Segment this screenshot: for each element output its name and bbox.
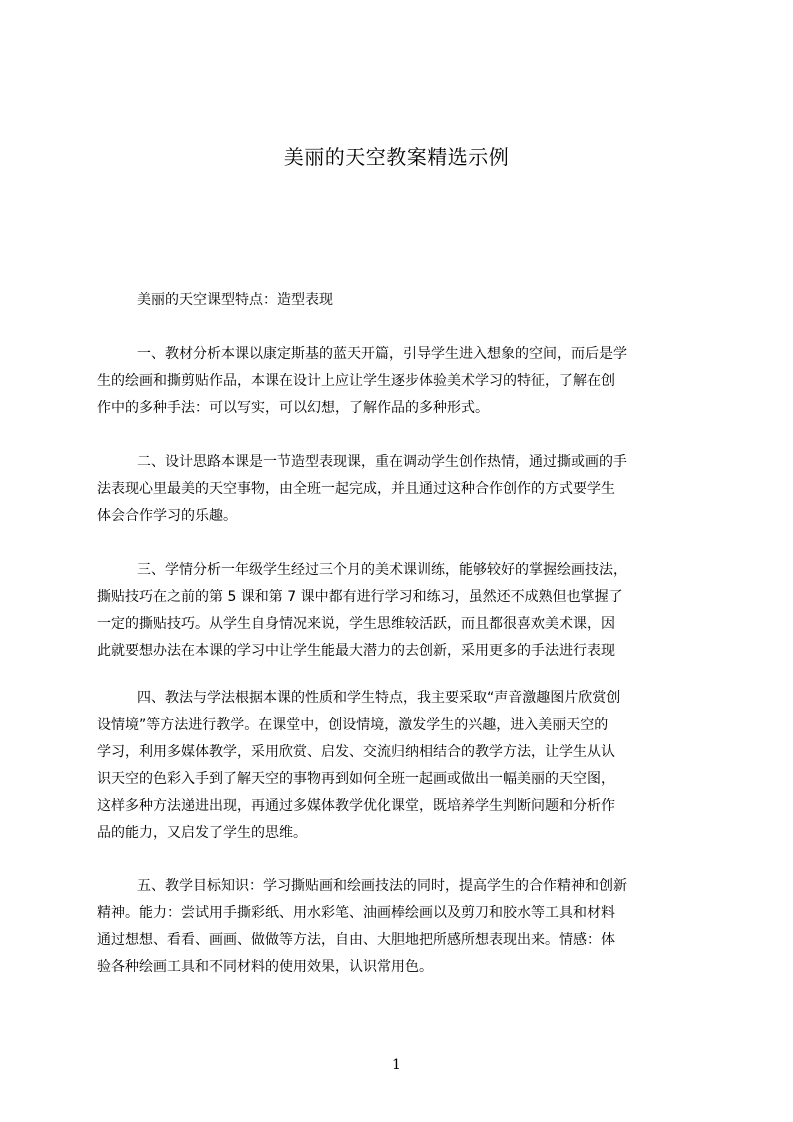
paragraph-line: 设情境”等方法进行教学。在课堂中，创设情境，激发学生的兴趣，进入美丽天空的 bbox=[97, 717, 609, 733]
paragraph-line: 此就要想办法在本课的学习中让学生能最大潜力的去创新，采用更多的手法进行表现 bbox=[97, 643, 615, 659]
paragraph-line: 四、教法与学法根据本课的性质和学生特点，我主要采取“声音激趣图片欣赏创 bbox=[137, 690, 621, 706]
document-title: 美丽的天空教案精选示例 bbox=[283, 145, 510, 169]
paragraph-line: 撕贴技巧在之前的第 5 课和第 7 课中都有进行学习和练习，虽然还不成熟但也掌握了 bbox=[97, 589, 623, 605]
paragraph-line: 二、设计思路本课是一节造型表现课，重在调动学生创作热情，通过撕或画的手 bbox=[137, 454, 627, 470]
paragraph-line: 学习，利用多媒体教学，采用欣赏、启发、交流归纳相结合的教学方法，让学生从认 bbox=[97, 744, 615, 760]
paragraph-line: 识天空的色彩入手到了解天空的事物再到如何全班一起画或做出一幅美丽的天空图， bbox=[97, 771, 615, 787]
paragraph-line: 作中的多种手法：可以写实，可以幻想，了解作品的多种形式。 bbox=[97, 400, 489, 416]
lesson-type-paragraph bbox=[97, 287, 699, 314]
page-number: 1 bbox=[392, 1057, 401, 1073]
paragraph-line: 验各种绘画工具和不同材料的使用效果，认识常用色。 bbox=[97, 959, 433, 975]
paragraph-line: 三、学情分析一年级学生经过三个月的美术课训练，能够较好的掌握绘画技法， bbox=[137, 562, 627, 578]
paragraph-line: 五、教学目标知识：学习撕贴画和绘画技法的同时，提高学生的合作精神和创新 bbox=[137, 878, 627, 894]
section-textbook-analysis bbox=[97, 341, 699, 422]
paragraph-line: 精神。能力：尝试用手撕彩纸、用水彩笔、油画棒绘画以及剪刀和胶水等工具和材料 bbox=[97, 905, 615, 921]
paragraph-line: 一、教材分析本课以康定斯基的蓝天开篇，引导学生进入想象的空间，而后是学 bbox=[137, 346, 627, 362]
section-teaching-methods bbox=[97, 685, 699, 847]
paragraph-line: 一定的撕贴技巧。从学生自身情况来说，学生思维较活跃，而且都很喜欢美术课，因 bbox=[97, 616, 615, 632]
paragraph-line: 生的绘画和撕剪贴作品，本课在设计上应让学生逐步体验美术学习的特征，了解在创 bbox=[97, 373, 615, 389]
section-design-idea bbox=[97, 449, 699, 530]
paragraph-line: 通过想想、看看、画画、做做等方法，自由、大胆地把所感所想表现出来。情感：体 bbox=[97, 932, 615, 948]
paragraph-line: 这样多种方法递进出现，再通过多媒体教学优化课堂，既培养学生判断问题和分析作 bbox=[97, 798, 615, 814]
section-student-analysis bbox=[97, 557, 699, 665]
paragraph-line: 品的能力，又启发了学生的思维。 bbox=[97, 825, 307, 841]
paragraph-line: 体会合作学习的乐趣。 bbox=[97, 508, 237, 524]
section-teaching-objectives bbox=[97, 873, 699, 981]
paragraph-line: 法表现心里最美的天空事物，由全班一起完成，并且通过这种合作创作的方式要学生 bbox=[97, 481, 615, 497]
lesson-type-text: 美丽的天空课型特点：造型表现 bbox=[137, 292, 333, 308]
